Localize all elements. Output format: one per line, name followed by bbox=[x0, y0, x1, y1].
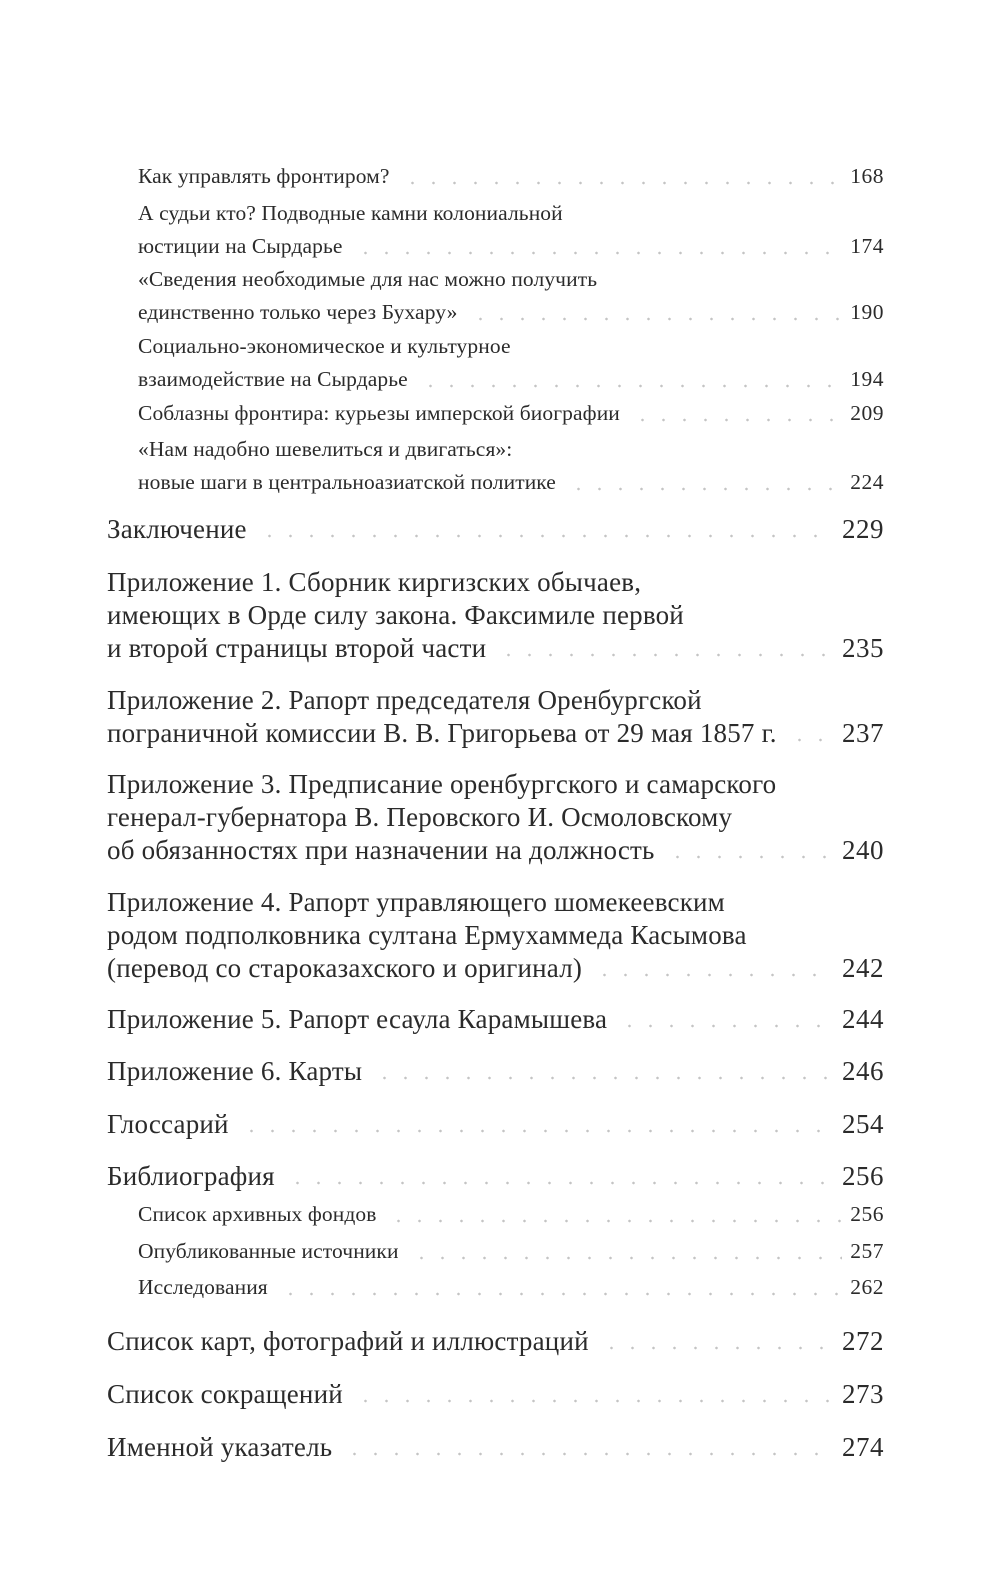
toc-entry-title: родом подполковника султана Ермухаммеда Касымова bbox=[107, 920, 747, 950]
toc-page-number: 272 bbox=[842, 1326, 884, 1356]
dot-leader bbox=[241, 1129, 834, 1133]
toc-entry bbox=[107, 1325, 884, 1358]
dot-leader bbox=[280, 1292, 842, 1296]
dot-leader bbox=[568, 487, 842, 491]
toc-page-number: 256 bbox=[842, 1161, 884, 1191]
dot-leader bbox=[470, 317, 843, 321]
toc-entry-title: Как управлять фронтиром? bbox=[138, 164, 390, 188]
toc-entry bbox=[107, 1160, 884, 1193]
toc-page-number: 229 bbox=[842, 514, 884, 544]
toc-entry-title: Список архивных фондов bbox=[138, 1202, 377, 1226]
toc-entry bbox=[107, 1055, 884, 1088]
dot-leader bbox=[420, 384, 842, 388]
toc-entry-title: Приложение 2. Рапорт председателя Оренбургской bbox=[107, 685, 702, 715]
toc-entry-title: единственно только через Бухару» bbox=[138, 300, 458, 324]
toc-entry-title: Социально-экономическое и культурное bbox=[138, 334, 511, 358]
toc-page-number: 273 bbox=[842, 1379, 884, 1409]
toc-entry bbox=[138, 433, 884, 499]
toc-entry-title: Соблазны фронтира: курьезы имперской биографии bbox=[138, 401, 620, 425]
toc-entry bbox=[138, 397, 884, 430]
dot-leader bbox=[667, 855, 834, 859]
toc-entry bbox=[107, 768, 884, 867]
toc-entry-title: Именной указатель bbox=[107, 1432, 333, 1462]
dot-leader bbox=[789, 738, 834, 742]
dot-leader bbox=[355, 251, 843, 255]
toc-entry-title: Глоссарий bbox=[107, 1109, 229, 1139]
toc-entry bbox=[107, 1108, 884, 1141]
toc-page-number: 194 bbox=[850, 367, 884, 391]
toc-page-number: 174 bbox=[850, 234, 884, 258]
toc-entry-title: «Сведения необходимые для нас можно получить bbox=[138, 267, 598, 291]
toc-entry-title: Опубликованные источники bbox=[138, 1239, 399, 1263]
toc-entry bbox=[138, 1235, 884, 1268]
toc-entry-title: пограничной комиссии В. В. Григорьева от 29 мая 1857 г. bbox=[107, 718, 777, 748]
toc-entry-title: Приложение 5. Рапорт есаула Карамышева bbox=[107, 1004, 608, 1034]
toc-page-number: 209 bbox=[850, 401, 884, 425]
toc-entry-title: новые шаги в центральноазиатской политике bbox=[138, 470, 556, 494]
toc-page-number: 274 bbox=[842, 1432, 884, 1462]
toc-entry bbox=[107, 513, 884, 546]
toc-entry bbox=[107, 1431, 884, 1464]
dot-leader bbox=[344, 1452, 834, 1456]
toc-entry bbox=[107, 886, 884, 985]
toc-page-number: 254 bbox=[842, 1109, 884, 1139]
dot-leader bbox=[498, 653, 834, 657]
toc-entry-title: Приложение 1. Сборник киргизских обычаев, bbox=[107, 567, 642, 597]
toc-entry-title: Приложение 3. Предписание оренбургского и самарского bbox=[107, 769, 777, 799]
toc-page-number: 246 bbox=[842, 1056, 884, 1086]
toc-page-number: 256 bbox=[850, 1202, 884, 1226]
toc-entry-title: Библиография bbox=[107, 1161, 275, 1191]
toc-entry bbox=[138, 263, 884, 329]
toc-entry bbox=[138, 1271, 884, 1304]
toc-entry-title: Исследования bbox=[138, 1275, 268, 1299]
toc-entry bbox=[138, 197, 884, 263]
dot-leader bbox=[411, 1256, 843, 1260]
toc-entry-title: и второй страницы второй части bbox=[107, 633, 487, 663]
toc-entry-title: имеющих в Орде силу закона. Факсимиле первой bbox=[107, 600, 684, 630]
dot-leader bbox=[601, 1346, 834, 1350]
dot-leader bbox=[594, 973, 834, 977]
toc-entry-title: Список сокращений bbox=[107, 1379, 343, 1409]
toc-entry bbox=[138, 330, 884, 396]
toc-entry-title: Приложение 4. Рапорт управляющего шомекеевским bbox=[107, 887, 725, 917]
toc-entry-title: Список карт, фотографий и иллюстраций bbox=[107, 1326, 589, 1356]
toc-entry-title: взаимодействие на Сырдарье bbox=[138, 367, 408, 391]
dot-leader bbox=[287, 1181, 834, 1185]
toc-entry-title: юстиции на Сырдарье bbox=[138, 234, 343, 258]
toc-entry-title: Приложение 6. Карты bbox=[107, 1056, 363, 1086]
dot-leader bbox=[632, 418, 842, 422]
toc-page-number: 242 bbox=[842, 953, 884, 983]
toc-entry-title: А судьи кто? Подводные камни колониальной bbox=[138, 201, 563, 225]
dot-leader bbox=[355, 1399, 834, 1403]
toc-entry-title: Заключение bbox=[107, 514, 247, 544]
toc-entry bbox=[107, 566, 884, 665]
toc-page-number: 224 bbox=[850, 470, 884, 494]
toc-page-number: 237 bbox=[842, 718, 884, 748]
dot-leader bbox=[259, 534, 834, 538]
toc-page-number: 190 bbox=[850, 300, 884, 324]
toc-entry-title: об обязанностях при назначении на должность bbox=[107, 835, 655, 865]
dot-leader bbox=[619, 1024, 834, 1028]
toc-page-number: 262 bbox=[850, 1275, 884, 1299]
toc-page-number: 168 bbox=[850, 164, 884, 188]
toc-entry bbox=[138, 1198, 884, 1231]
toc-entry-title: (перевод со староказахского и оригинал) bbox=[107, 953, 583, 983]
dot-leader bbox=[374, 1076, 834, 1080]
toc-page-number: 240 bbox=[842, 835, 884, 865]
dot-leader bbox=[402, 181, 843, 185]
toc-page-number: 257 bbox=[850, 1239, 884, 1263]
toc-page-number: 244 bbox=[842, 1004, 884, 1034]
toc-entry bbox=[107, 1003, 884, 1036]
toc-entry bbox=[107, 1378, 884, 1411]
toc-entry bbox=[138, 160, 884, 193]
toc-page-number: 235 bbox=[842, 633, 884, 663]
toc-entry-title: генерал-губернатора В. Перовского И. Осмоловскому bbox=[107, 802, 733, 832]
toc-entry-title: «Нам надобно шевелиться и двигаться»: bbox=[138, 437, 513, 461]
toc-entry bbox=[107, 684, 884, 750]
dot-leader bbox=[388, 1219, 842, 1223]
